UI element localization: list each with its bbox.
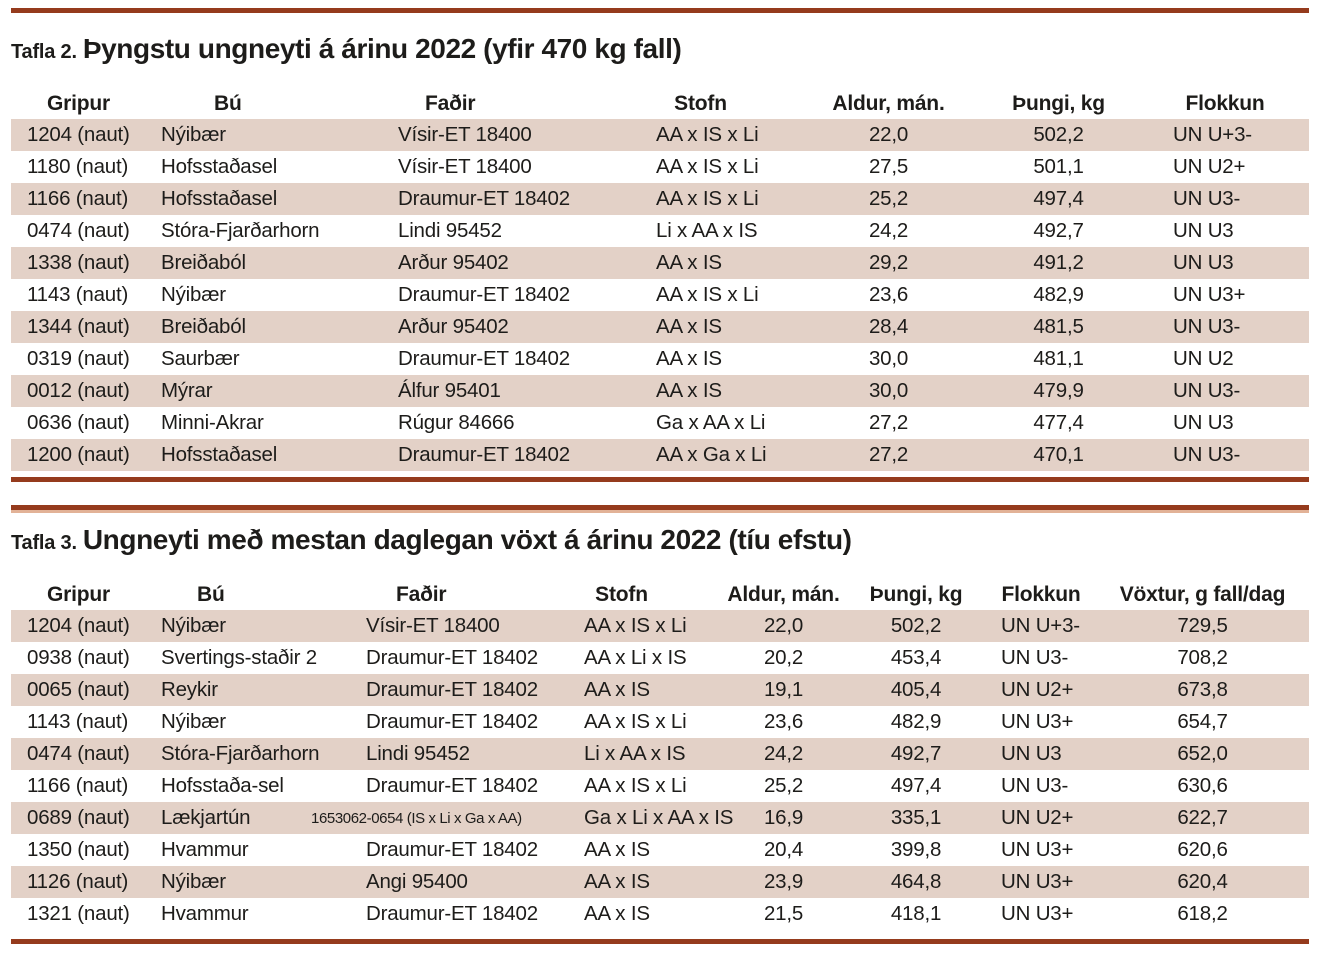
table-cell: Saurbær — [161, 347, 240, 370]
table-cell: 0474 (naut) — [11, 738, 146, 770]
column-header: Gripur — [47, 91, 110, 115]
table-cell: UN U3 — [986, 738, 1096, 770]
column-header: Flokkun — [1001, 582, 1081, 606]
table-cell: UN U3 — [1173, 411, 1234, 434]
table-cell: Reykir — [146, 674, 351, 706]
table-cell: 464,8 — [846, 866, 986, 898]
table-row — [11, 151, 1309, 183]
table-cell: Svertings-staðir 2 — [161, 646, 317, 669]
table-cell: UN U3- — [1141, 311, 1309, 343]
table-cell: AA x Ga x Li — [636, 439, 801, 471]
table-cell: 620,6 — [1177, 838, 1228, 861]
table-cell: 399,8 — [890, 838, 942, 861]
table-cell: 497,4 — [976, 183, 1141, 215]
table-cell: 25,2 — [763, 774, 804, 797]
table-cell: 0012 (naut) — [11, 375, 146, 407]
column-header: Faðir — [425, 91, 476, 115]
table-cell: 30,0 — [801, 375, 976, 407]
table3-body — [11, 610, 1309, 930]
table-row — [11, 375, 1309, 407]
table3-section — [11, 523, 1309, 930]
table-cell: Vísir-ET 18400 — [381, 119, 636, 151]
table-cell: Draumur-ET 18402 — [366, 710, 538, 733]
table-cell: UN U3+ — [986, 866, 1096, 898]
table-cell: Álfur 95401 — [381, 375, 636, 407]
bottom-rule — [11, 939, 1309, 944]
table-cell: Breiðaból — [146, 247, 381, 279]
table-cell: Mýrar — [146, 375, 381, 407]
table2-title: Þyngstu ungneyti á árinu 2022 (yfir 470 kg fall) — [82, 33, 682, 64]
table-cell: Arður 95402 — [381, 311, 636, 343]
column-header: Flokkun — [1185, 91, 1265, 115]
table-cell: 453,4 — [890, 646, 942, 669]
table-cell: 21,5 — [763, 902, 804, 925]
table-cell: 0065 (naut) — [11, 674, 146, 706]
table-cell: 1166 (naut) — [27, 774, 129, 797]
table-cell: 622,7 — [1096, 802, 1309, 834]
table-cell: Draumur-ET 18402 — [381, 439, 636, 471]
table-cell: 23,6 — [868, 283, 909, 306]
table-cell: Vísir-ET 18400 — [351, 610, 566, 642]
table-cell: 20,4 — [763, 838, 804, 861]
table-cell: 27,5 — [868, 155, 909, 178]
table-cell: UN U2+ — [986, 674, 1096, 706]
table-cell: 618,2 — [1177, 902, 1228, 925]
table-cell: Draumur-ET 18402 — [398, 347, 570, 370]
column-header: Þungi, kg — [1012, 91, 1105, 115]
table2-body — [11, 119, 1309, 471]
table-cell: 1143 (naut) — [27, 283, 129, 306]
table-cell: UN U3 — [1173, 219, 1234, 242]
table-cell: UN U2 — [1173, 347, 1234, 370]
table-cell: 1180 (naut) — [27, 155, 129, 178]
table-cell: Draumur-ET 18402 — [366, 902, 538, 925]
table-cell: AA x IS x Li — [584, 774, 687, 797]
table-cell: 654,7 — [1177, 710, 1228, 733]
table3 — [11, 579, 1309, 930]
table-cell: Nýibær — [146, 866, 351, 898]
table-cell: 1200 (naut) — [11, 439, 146, 471]
table-cell: 19,1 — [721, 674, 846, 706]
table-cell: AA x IS — [636, 247, 801, 279]
column-header: Aldur, mán. — [832, 91, 945, 115]
table-cell: 1204 (naut) — [11, 119, 146, 151]
table-cell: 501,1 — [1033, 155, 1084, 178]
table-cell: 23,6 — [763, 710, 804, 733]
table-cell: AA x IS — [584, 902, 650, 925]
table-cell: UN U3+ — [1001, 838, 1074, 861]
table-cell: 24,2 — [721, 738, 846, 770]
table-cell: Stóra-Fjarðarhorn — [146, 738, 351, 770]
column-header: Bú — [197, 582, 225, 606]
column-header: Aldur, mán. — [727, 582, 840, 606]
table-cell: 492,7 — [1033, 219, 1084, 242]
table-cell: 1653062-0654 (IS x Li x Ga x AA) — [351, 802, 566, 834]
table-cell: 1338 (naut) — [11, 247, 146, 279]
column-header: Stofn — [595, 582, 648, 606]
table-cell: AA x IS — [636, 311, 801, 343]
table-cell: Draumur-ET 18402 — [366, 646, 538, 669]
table-cell: 22,0 — [801, 119, 976, 151]
table-cell: 482,9 — [1033, 283, 1084, 306]
table-row — [11, 802, 1309, 834]
table-cell: 1204 (naut) — [11, 610, 146, 642]
table-cell: 20,2 — [763, 646, 804, 669]
table-cell: Nýibær — [161, 283, 226, 306]
column-header: Þungi, kg — [869, 582, 963, 606]
table-row — [11, 738, 1309, 770]
table-row — [11, 674, 1309, 706]
table-cell: 502,2 — [846, 610, 986, 642]
table-cell: 16,9 — [721, 802, 846, 834]
table-cell: UN U3- — [1141, 439, 1309, 471]
table-cell: Li x AA x IS — [656, 219, 758, 242]
table2-section — [11, 32, 1309, 471]
table-cell: 481,1 — [1033, 347, 1084, 370]
table-cell: 1166 (naut) — [11, 183, 146, 215]
table3-label: Tafla 3. — [11, 532, 77, 554]
table-cell: 477,4 — [1033, 411, 1084, 434]
table3-header — [11, 579, 1309, 610]
table-cell: UN U3- — [1001, 646, 1069, 669]
table-row — [11, 119, 1309, 151]
table-cell: UN U3- — [1001, 774, 1069, 797]
table-cell: 652,0 — [1096, 738, 1309, 770]
table-cell: AA x IS — [584, 838, 650, 861]
table-cell: AA x IS — [566, 674, 721, 706]
table2-title-line — [11, 32, 1309, 66]
table-cell: Arður 95402 — [381, 247, 636, 279]
column-header: Bú — [214, 91, 242, 115]
table-cell: 479,9 — [976, 375, 1141, 407]
table-cell: 630,6 — [1177, 774, 1228, 797]
table-cell: UN U2+ — [986, 802, 1096, 834]
table-cell: Angi 95400 — [351, 866, 566, 898]
table-cell: UN U3- — [1141, 183, 1309, 215]
divider-rule-2 — [11, 505, 1309, 510]
table-row — [11, 439, 1309, 471]
table-cell: 0474 (naut) — [27, 219, 130, 242]
table-cell: Draumur-ET 18402 — [398, 283, 570, 306]
table-cell: Hofsstaðasel — [161, 155, 278, 178]
table-cell: Draumur-ET 18402 — [366, 838, 538, 861]
table-cell: Lindi 95452 — [351, 738, 566, 770]
table-cell: 0636 (naut) — [27, 411, 130, 434]
table2-label: Tafla 2. — [11, 41, 77, 63]
table-cell: UN U3+ — [1173, 283, 1246, 306]
column-header: Stofn — [674, 91, 727, 115]
divider-rule-1 — [11, 477, 1309, 482]
table-cell: AA x IS — [636, 375, 801, 407]
table-row — [11, 706, 1309, 738]
table-cell: 22,0 — [721, 610, 846, 642]
table-cell: UN U3+ — [1001, 902, 1074, 925]
table-cell: Ga x AA x Li — [656, 411, 766, 434]
table-row — [11, 610, 1309, 642]
table-cell: Hvammur — [161, 838, 249, 861]
table3-title-line — [11, 523, 1309, 557]
table-row — [11, 834, 1309, 866]
table-row — [11, 407, 1309, 439]
table-cell: 0938 (naut) — [27, 646, 130, 669]
table-cell: AA x IS x Li — [584, 710, 687, 733]
column-header: Faðir — [396, 582, 447, 606]
table-cell: AA x IS — [566, 866, 721, 898]
table-cell: 470,1 — [976, 439, 1141, 471]
table-cell: 27,2 — [868, 411, 909, 434]
header-row — [11, 579, 1309, 610]
table-cell: Vísir-ET 18400 — [398, 155, 532, 178]
table-cell: 25,2 — [801, 183, 976, 215]
table-row — [11, 279, 1309, 311]
table-cell: Nýibær — [146, 119, 381, 151]
table-cell: 27,2 — [801, 439, 976, 471]
table-cell: UN U3 — [1141, 247, 1309, 279]
table-cell: AA x IS x Li — [636, 183, 801, 215]
table-cell: AA x IS x Li — [566, 610, 721, 642]
table-cell: 729,5 — [1096, 610, 1309, 642]
table-cell: Li x AA x IS — [566, 738, 721, 770]
table-cell: 708,2 — [1177, 646, 1228, 669]
table-cell: AA x IS x Li — [656, 283, 759, 306]
table-cell: 1344 (naut) — [11, 311, 146, 343]
table-cell: 497,4 — [890, 774, 942, 797]
table-cell: Minni-Akrar — [161, 411, 264, 434]
table-cell: Draumur-ET 18402 — [351, 674, 566, 706]
table-cell: 1321 (naut) — [27, 902, 130, 925]
table-cell: 491,2 — [976, 247, 1141, 279]
table-cell: 673,8 — [1096, 674, 1309, 706]
table-cell: UN U+3- — [1141, 119, 1309, 151]
table-cell: Lindi 95452 — [398, 219, 502, 242]
table-cell: UN U+3- — [986, 610, 1096, 642]
table-cell: 1350 (naut) — [27, 838, 130, 861]
table-row — [11, 215, 1309, 247]
table-cell: Hofsstaðasel — [146, 183, 381, 215]
table-cell: 30,0 — [868, 347, 909, 370]
table-cell: 1126 (naut) — [11, 866, 146, 898]
table-cell: Rúgur 84666 — [398, 411, 515, 434]
table-cell: 405,4 — [846, 674, 986, 706]
table-cell: Hofsstaðasel — [146, 439, 381, 471]
document-page — [0, 8, 1320, 944]
table-cell: Nýibær — [146, 610, 351, 642]
table-row — [11, 866, 1309, 898]
table3-title: Ungneyti með mestan daglegan vöxt á árinu 2022 (tíu efstu) — [82, 524, 852, 555]
table-cell: Ga x Li x AA x IS — [566, 802, 721, 834]
table-cell: 24,2 — [868, 219, 909, 242]
table-cell: 23,9 — [721, 866, 846, 898]
table-cell: 482,9 — [890, 710, 942, 733]
table-cell: AA x IS x Li — [636, 119, 801, 151]
table-row — [11, 642, 1309, 674]
table-cell: 29,2 — [801, 247, 976, 279]
table-cell: 28,4 — [801, 311, 976, 343]
column-header: Gripur — [47, 582, 110, 606]
table-cell: AA x IS — [656, 347, 722, 370]
table-cell: UN U3- — [1141, 375, 1309, 407]
table-cell: 0319 (naut) — [27, 347, 130, 370]
table-cell: 335,1 — [846, 802, 986, 834]
table-cell: AA x IS x Li — [656, 155, 759, 178]
table-cell: 418,1 — [890, 902, 942, 925]
table-row — [11, 311, 1309, 343]
table-row — [11, 343, 1309, 375]
table-cell: Hvammur — [161, 902, 249, 925]
column-header: Vöxtur, g fall/dag — [1119, 582, 1286, 606]
table-cell: AA x Li x IS — [584, 646, 687, 669]
table-cell: 502,2 — [976, 119, 1141, 151]
table-row — [11, 183, 1309, 215]
table-row — [11, 770, 1309, 802]
table2 — [11, 88, 1309, 471]
top-rule — [11, 8, 1309, 13]
table-cell: Breiðaból — [146, 311, 381, 343]
table-cell: 0689 (naut) — [11, 802, 146, 834]
table-row — [11, 898, 1309, 930]
table-cell: UN U2+ — [1173, 155, 1246, 178]
table-cell: Stóra-Fjarðarhorn — [161, 219, 320, 242]
table-cell: Draumur-ET 18402 — [381, 183, 636, 215]
table-cell: 492,7 — [846, 738, 986, 770]
table-cell: UN U3+ — [1001, 710, 1074, 733]
table-cell: 620,4 — [1096, 866, 1309, 898]
table-row — [11, 247, 1309, 279]
table-cell: 481,5 — [976, 311, 1141, 343]
table-cell: Nýibær — [161, 710, 226, 733]
table2-header — [11, 88, 1309, 119]
table-cell: Draumur-ET 18402 — [366, 774, 538, 797]
header-row — [11, 88, 1309, 119]
table-cell: Lækjartún — [146, 802, 351, 834]
table-cell: Hofsstaða-sel — [161, 774, 284, 797]
table-cell: 1143 (naut) — [27, 710, 129, 733]
